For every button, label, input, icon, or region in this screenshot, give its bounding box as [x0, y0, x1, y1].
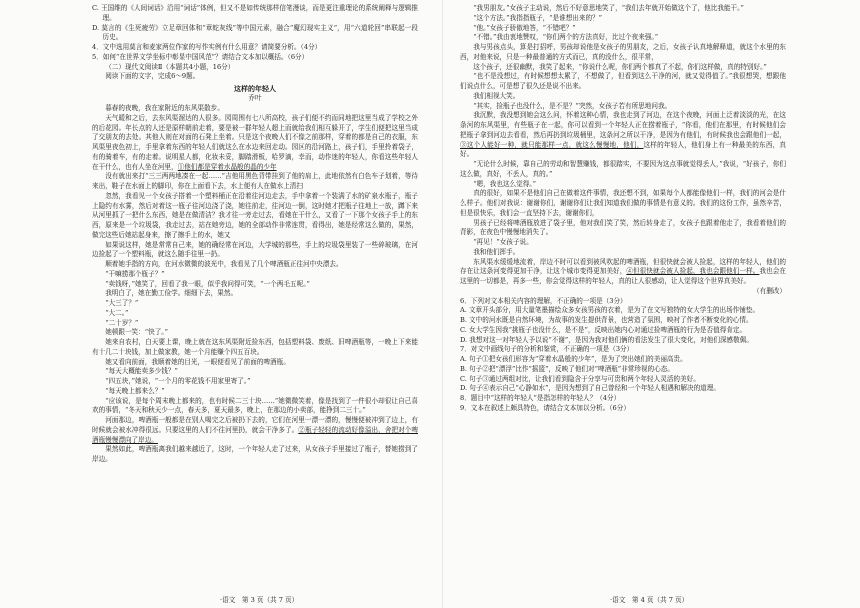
option-d: D. 莫言的《生死疲劳》立足章回体和“章蛇灰线”等中国元素，融合“魔幻现实主义”，用“六道轮回”串联起一段历史。: [92, 23, 418, 42]
reading-instruction: 阅读下面的文字，完成6～9题。: [105, 72, 200, 81]
paragraph: “无论什么时候，靠自己的劳动和智慧赚钱，都很踏实，不要因为这点事就觉得丢人，”我说，“好孩子，你们这么做，真好，不丢人，真的。”: [460, 160, 786, 178]
dialogue-line: “大二。”: [105, 308, 129, 317]
question-7-option-c: C. 句子③通过两组对比，让我们看到隐含于分享与可贵和两个年轻人灵活的美好。: [460, 374, 700, 383]
dialogue-line: “再见！”女孩子说。: [473, 238, 533, 246]
question-9: 9．文本在叙述上颇具特色，请结合文本加以分析。（6分）: [460, 403, 630, 412]
question-6-option-d: D. 我想对这一对年轻人予以说“不谢”，是因为我对他们俩的看法发生了很大变化，对他们深感敬佩。: [460, 335, 753, 344]
section-heading: （二）现代文阅读Ⅱ（本题共4小题，16分）: [105, 62, 235, 71]
dialogue-line: “二十岁？”: [105, 318, 139, 327]
dialogue-line: “嗯，我也这么觉得。”: [473, 179, 536, 188]
paragraph: 她来自农村，白天要上课，晚上就在这东风渠附近捡东西，包括塑料袋、废纸、旧啤酒瓶等，一晚上下来能有十几二十块钱，加上做家教，她一个月能赚个四五百块。: [92, 338, 418, 356]
paragraph: “应该说，是每个周末晚上都来的，也有时候二三十块……”她微微笑着，像是找到了一件很小却很让自己喜欢的事情，“冬天和秋天少一点，春天多，夏天最多，晚上，在那边的小卖部，能挣到二三十。”: [92, 396, 418, 415]
option-c: C. 王国维的《人间词话》沿用“词话”体例，但又不是如传统那样信笔漫谈，而是更注重理论的系统阐释与逻辑推理。: [92, 4, 418, 22]
question-6-option-a: A. 文章开头部分，用大量笔墨描绘众多女孩男孩的衣着，是为了在文写独特的女大学生的出场作铺垫。: [460, 306, 760, 315]
question-6: 6．下列对文本相关内容的理解，不正确的一项是（3分）: [460, 296, 627, 305]
paragraph: “也不是没想过，有时候想想太累了，不想做了，但看到这么干净的河，就又觉得值了。”我很想哭，想跟他们说点什么，可是想了很久还是说不出来。: [460, 72, 786, 90]
source-note: （有删改）: [753, 286, 786, 295]
dialogue-line: 她顿跟一笑：“快了。”: [105, 328, 168, 337]
paragraph: 顺着她手指的方向，在河水微微的波光中，我看见了几个啤酒瓶正往河中央漂去。: [105, 260, 343, 269]
paragraph: 男孩子已经将啤酒瓶放进了袋子里，他对我们笑了笑，然后转身走了，女孩子也跟着他走了，我看着他们的背影，在夜色中慢慢地消失了。: [460, 218, 786, 237]
underlined-sentence-1: ①他们都是穿着水晶般的: [177, 162, 251, 171]
dialogue-line: “大三了？”: [105, 299, 139, 308]
question-7-option-b: B. 句子②把“漂浮”比作“摇篮”，反映了他们对“啤酒瓶”非常珍视的心态。: [460, 364, 674, 373]
question-6-option-b: B. 文中的河水既是自然环境，为故事的发生提供背景，也营造了氛围，映衬了作者不断变化的心情。: [460, 316, 753, 324]
article-title: 这样的年轻人: [234, 84, 276, 93]
question-6-option-c: C. 女大学生因我“挑瓶子也没什么，是不是”，反映出她内心对通过捡啤酒瓶的行为是否值得肯定。: [460, 325, 747, 334]
article-author: 乔叶: [248, 94, 262, 103]
paragraph: 如果说这样，她是常常自己来，她的确经常在河边，大学城的那些，手上的垃圾袋里装了一些碎玻璃，在河边捡起了一个塑料瓶，就这么随手往里一扔。: [92, 240, 418, 259]
question-7: 7．对文中画线句子的分析和鉴赏，不正确的一项是（3分）: [460, 345, 634, 354]
paragraph: 真的很好，如果不是他们自己在做着这件事情，我还想不到，如果每个人都能像他们一样，我们的河会是什么样子。他们对我说：谢谢你们，谢谢你们让我们知道我们做的事情是有意义的。我们的这份工作，虽然辛苦，但是很快乐，我们会一直坚持下去，谢谢你们，: [460, 189, 786, 217]
paragraph: 没有就出来打“三三两两地凑在一起……”吉他用黑色背带挂到了他的肩上，此地依然有白色车子划着，等待来出，鞋子在水面上的脚印，你在上面看下去，水上便有人在做水上清扫: [92, 172, 418, 191]
dialogue-line: 我明白了，她在勤工俭学。细细下去，果然。: [105, 289, 238, 298]
question-5: 5．如何“在世界文学坐标中彰显中国风范”？请结合文本加以概括。（6分）: [92, 52, 309, 61]
paragraph: 这个孩子，还很幽默，我笑了起来，“你说什么呢，你们两个都真了不起，你们这样做，真的特别好。”: [473, 62, 767, 71]
question-7-option-d: D. 句子④表示自己“心静如水”，是因为想到了自己曾经和一个年轻人相遇和解决的道理。: [460, 384, 720, 393]
page-footer-right: ·语文 第 4 页（共 7 页）: [610, 596, 689, 604]
dialogue-line: “卖钱呀，”她笑了，回看了我一眼，似乎我问得可笑，“一个两毛五呢。”: [105, 279, 310, 288]
dialogue-line: “他。”女孩子骄傲地答，“不错吧？”: [473, 23, 576, 32]
dialogue-line: “每天晚上都来么？”: [105, 386, 165, 395]
dialogue-line: “不错。”我由衷地赞叹，“你们两个的方法真好，比过个夜来强。”: [473, 33, 659, 42]
dialogue-line: “我男朋友。”女孩子主动说，然后不好意思地笑了，“我们去年就开始做这个了，他比我能干。”: [473, 4, 744, 12]
question-7-option-a: A. 句子①把女孩们形容为“穿着水晶般的少年”，是为了突出她们的美丽高贵。: [460, 355, 687, 363]
underlined-sentence-2: ②瓶子轻轻的流动好像溢出，舍把对个啤酒瓶慢慢漂向了岸边。: [92, 425, 419, 444]
dialogue-line: “四五块，”她说，“一个月的零花钱不用家里寄了。”: [105, 377, 251, 386]
paragraph: 河面那边，啤酒瓶一般都是在别人喝完之后被扔下去的，它们在河里一漂一漂的，慢慢便被冲到了边上，有时候就会被水冲得很远。只要这里的人们不往河里扔，就会干净多了。②瓶子轻轻的流动好像溢出，舍把对个啤酒瓶慢慢漂向了岸边。: [92, 416, 419, 444]
dialogue-line: “干嘛捞那个瓶子？”: [105, 269, 165, 278]
page-fold: [442, 0, 443, 608]
right-column: [460, 4, 786, 414]
paragraph: 她又看向前面，我顺着她的目光，一眼便看见了前面的啤酒瓶。: [105, 357, 290, 366]
paragraph: 我们相视大笑。: [473, 91, 520, 100]
underlined-sentence-4: ④但很快就会被人捡起，我也会跟他们一样。: [626, 267, 760, 276]
paragraph: 暮春的夜晚，我在家附近的东风渠散步。: [105, 104, 224, 113]
paragraph: 我和他们挥手。: [473, 247, 520, 256]
dialogue-line: “这个方法。”我指指瓶子，“是谁想出来的？”: [473, 13, 603, 22]
underlined-sentence-3: ③这个人能好一种，就只能那样一点，就这么慢慢地，他们，: [460, 140, 644, 149]
question-8: 8．题目中“这样的年轻人”是指怎样的年轻人？（4分）: [460, 394, 621, 402]
paragraph: 果然如此，啤酒瓶离我们越来越近了，这时，一个年轻人走了过来，从女孩子手里接过了瓶子，替她捞到了岸边。: [92, 445, 418, 464]
paragraph: 忽然，我看见一个女孩子搭着一个塑料桶正在沿着往河边走去，手中拿着一个装满了水的矿泉水瓶子，瓶子上隐约有水雾，然后对着这一瓶子往河边浇了浇，她往前走，往河边一倒，这时她才把瓶子往地上一放，蹲下来从河里抓了一把什么东西，她是在做清洁？我才往一旁走过去，看她在干什么，又看了一下那个女孩子手上的东西，原来是一个垃圾袋，我走过去，站在她旁边，她的全部动作非常连贯，看得出，她是经常这么做的，果然，做完这些后她站起身来，擦了擦手上的水，她又: [92, 191, 419, 239]
paragraph: 我沉默，我没想到她会这么问，怀着这种心情，我也走到了河边，在这个夜晚，河面上泛着淡淡的光，在这条河的东风渠里，有些瓶子在一起，你可以看到一个年轻人正在捞着瓶子，“你看，他们在那里，有时候他们会把瓶子拿到河边去看看，然后再扔到垃圾桶里，这条河之所以干净，是因为有他们，有时候我也会跟他们一起，③这个人能好一种，就只能那样一点，就这么慢慢地，他们，这样的年轻人，他们身上有一种最美的东西，真好。: [460, 111, 787, 159]
left-column: [92, 4, 418, 465]
dialogue-line: “其实，捡瓶子也没什么，是不是？”突然，女孩子若有所思地问我。: [473, 101, 672, 110]
paragraph: 天气暖和之后，去东风渠溜达的人很多。园周围有七八所高校，孩子们便不约而同地把这里当成了学校之外的后花园。年长点的人还是原样朝前走着，要是被一群年轻人超上而就给我们相互躲开了，学生们便把这里当成了交朋友的去处。其他人则在对面的石凳上坐着。只是这个夜晚人们不像之前那样，穿着的都是自己的衣服，东风渠里夜色初上，手里拿着东西的年轻人们就这么在水边来回走动。园区的沿河路上，孩子们，手里拎着袋子，有的骑着车，有的走着。说明星人都，化妆未妥，脚踏滑板，哈罗滴，幸而，动作迷的年轻人，你看这些年轻人在干什么，也有人坐在河里，①他们都是穿着水晶般的晶的少年: [92, 113, 419, 171]
dialogue-line: “每天大概能卖多少钱？”: [105, 367, 178, 376]
page-footer-left: ·语文 第 3 页（共 7 页）: [220, 596, 299, 604]
question-4: 4．文中选用莫言和麦家两位作家的写作实例有什么用意？请简要分析。（4分）: [92, 43, 322, 51]
paragraph: 我与男孩点头，算是打招呼，男孩却说他是女孩子的男朋友，之后，女孩子认真地解释道，就这个水里的东西，对他来说，只是一种最普通的方式而已，真的没什么，很平常，: [460, 43, 786, 61]
paragraph: 东风渠水缓缓地流着，岸边不时可以看到被风吹起的啤酒瓶，但很快就会被人捡起，这样的年轻人，他们的存在让这条河变得更加干净，让这个城市变得更加美好，④但很快就会被人捡起，我也会跟他们一样。我也会在这里的一切都是，再多一些，你会觉得这样的年轻人，真的让人很感动，让人觉得这个世界真美好。: [460, 257, 787, 285]
